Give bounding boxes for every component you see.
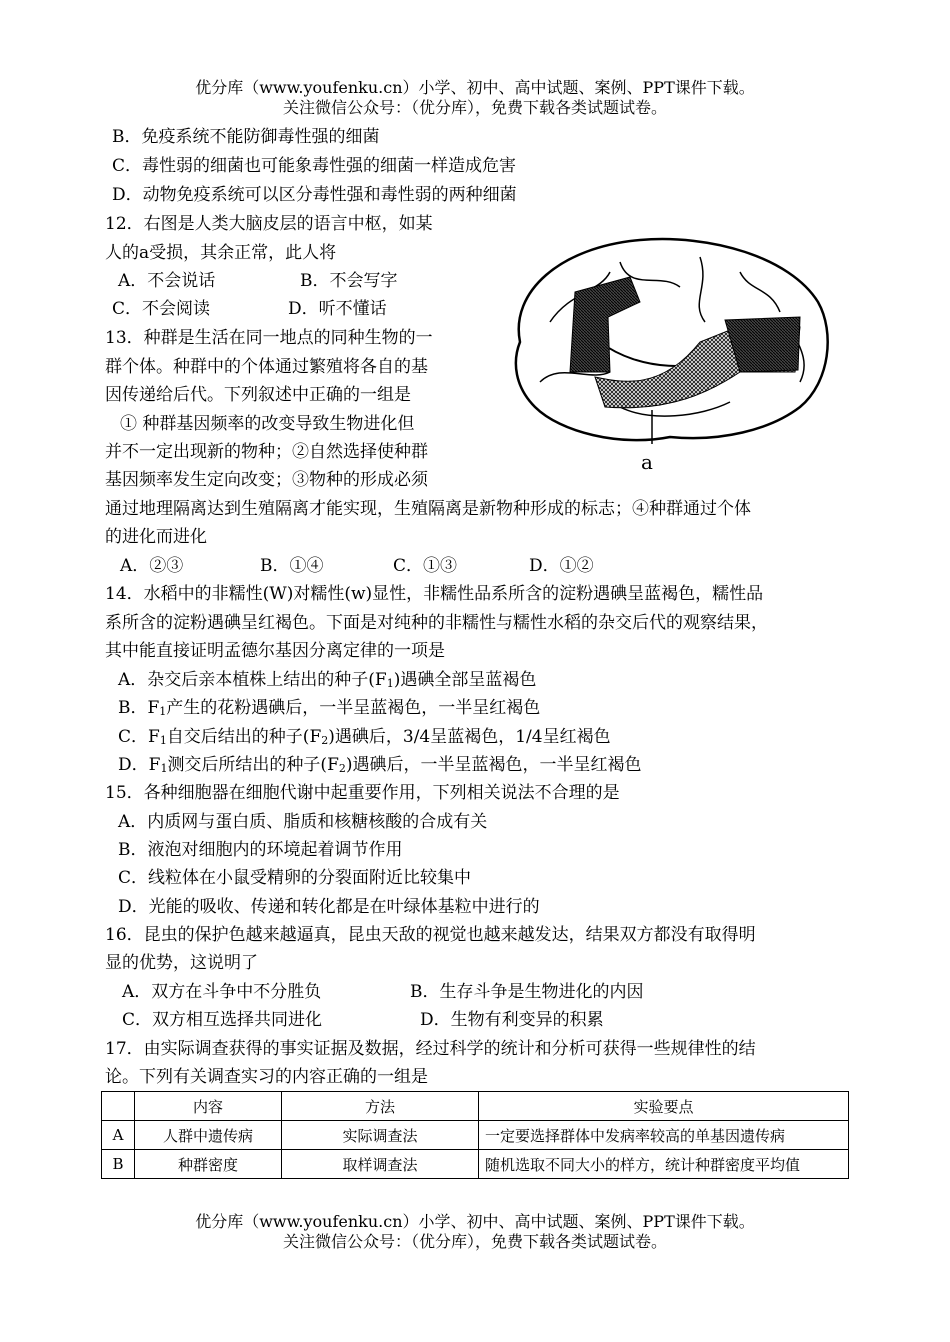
q11-option-c: C．毒性弱的细菌也可能象毒性强的细菌一样造成危害 xyxy=(112,156,517,176)
q13-line-4: ① 种群基因频率的改变导致生物进化但 xyxy=(120,414,415,434)
table-header-cell xyxy=(102,1092,135,1121)
q12-option-d: D．听不懂话 xyxy=(288,299,387,319)
table-header-cell: 方法 xyxy=(282,1092,479,1121)
q12-option-a: A．不会说话 xyxy=(118,271,216,291)
table-header-cell: 内容 xyxy=(135,1092,282,1121)
q13-line-8: 的进化而进化 xyxy=(105,527,207,547)
q15-option-d: D．光能的吸收、传递和转化都是在叶绿体基粒中进行的 xyxy=(118,897,540,917)
q16-option-c: C．双方相互选择共同进化 xyxy=(122,1010,323,1030)
brain-language-center-figure xyxy=(500,232,830,472)
footer-line-1: 优分库（www.youfenku.cn）小学、初中、高中试题、案例、PPT课件下载。 xyxy=(195,1212,755,1231)
q14-option-d: D．$F_1$测交后所结出的种子$(F_2)$遇碘后，一半呈蓝褐色，一半呈红褐色 xyxy=(118,755,642,775)
q16-option-b: B．生存斗争是生物进化的内因 xyxy=(410,982,644,1002)
q15-stem: 15．各种细胞器在细胞代谢中起重要作用，下列相关说法不合理的是 xyxy=(105,783,620,803)
table-cell: 种群密度 xyxy=(135,1150,282,1179)
q12-option-c: C．不会阅读 xyxy=(112,299,211,319)
q14-line-2: 系所含的淀粉遇碘呈红褐色。下面是对纯种的非糯性与糯性水稻的杂交后代的观察结果， xyxy=(105,613,768,633)
q13-line-1: 13．种群是生活在同一地点的同种生物的一 xyxy=(105,328,433,348)
q17-line-1: 17．由实际调查获得的事实证据及数据，经过科学的统计和分析可获得一些规律性的结 xyxy=(105,1039,756,1059)
q12-stem-2: 人的a受损，其余正常，此人将 xyxy=(105,243,337,263)
table-header-row xyxy=(102,1092,849,1121)
q17-line-2: 论。下列有关调查实习的内容正确的一组是 xyxy=(105,1067,428,1087)
header-line-1: 优分库（www.youfenku.cn）小学、初中、高中试题、案例、PPT课件下载。 xyxy=(195,78,755,97)
table-cell: 取样调查法 xyxy=(282,1150,479,1179)
q13-option-b: B．①④ xyxy=(260,556,324,576)
survey-table xyxy=(101,1091,849,1179)
figure-label-a: a xyxy=(641,450,653,474)
q13-line-3: 因传递给后代。下列叙述中正确的一组是 xyxy=(105,385,411,405)
q14-option-c: C．$F_1$自交后结出的种子$(F_2)$遇碘后，3/4呈蓝褐色，1/4呈红褐色 xyxy=(118,727,611,747)
table-header-cell: 实验要点 xyxy=(479,1092,849,1121)
table-row xyxy=(102,1150,849,1179)
table-cell: 人群中遗传病 xyxy=(135,1121,282,1150)
q13-line-2: 群个体。种群中的个体通过繁殖将各自的基 xyxy=(105,357,428,377)
q16-line-1: 16．昆虫的保护色越来越逼真，昆虫天敌的视觉也越来越发达，结果双方都没有取得明 xyxy=(105,925,756,945)
q15-option-a: A．内质网与蛋白质、脂质和核糖核酸的合成有关 xyxy=(118,812,488,832)
q11-option-d: D．动物免疫系统可以区分毒性强和毒性弱的两种细菌 xyxy=(112,185,517,205)
q13-option-d: D．①② xyxy=(529,556,594,576)
table-cell: 实际调查法 xyxy=(282,1121,479,1150)
q16-line-2: 显的优势，这说明了 xyxy=(105,953,258,973)
q13-option-a: A．②③ xyxy=(120,556,184,576)
q14-option-a: A．杂交后亲本植株上结出的种子$(F_1)$遇碘全部呈蓝褐色 xyxy=(118,670,537,690)
q14-option-b: B．$F_1$产生的花粉遇碘后，一半呈蓝褐色，一半呈红褐色 xyxy=(118,698,541,718)
q15-option-b: B．液泡对细胞内的环境起着调节作用 xyxy=(118,840,403,860)
q13-line-5: 并不一定出现新的物种；②自然选择使种群 xyxy=(105,442,428,462)
table-cell: A xyxy=(102,1121,135,1150)
footer-line-2: 关注微信公众号：（优分库），免费下载各类试题试卷。 xyxy=(282,1232,667,1251)
header-line-2: 关注微信公众号：（优分库），免费下载各类试题试卷。 xyxy=(282,98,667,117)
q16-option-a: A．双方在斗争中不分胜负 xyxy=(122,982,322,1002)
q15-option-c: C．线粒体在小鼠受精卵的分裂面附近比较集中 xyxy=(118,868,472,888)
q14-line-1: 14．水稻中的非糯性(W)对糯性(w)显性，非糯性品系所含的淀粉遇碘呈蓝褐色，糯性品 xyxy=(105,584,764,604)
q13-line-7: 通过地理隔离达到生殖隔离才能实现，生殖隔离是新物种形成的标志；④种群通过个体 xyxy=(105,499,751,519)
q16-option-d: D．生物有利变异的积累 xyxy=(420,1010,604,1030)
table-cell: 一定要选择群体中发病率较高的单基因遗传病 xyxy=(479,1121,849,1150)
q12-stem-1: 12．右图是人类大脑皮层的语言中枢，如某 xyxy=(105,214,433,234)
q13-line-6: 基因频率发生定向改变；③物种的形成必须 xyxy=(105,470,428,490)
table-cell: 随机选取不同大小的样方，统计种群密度平均值 xyxy=(479,1150,849,1179)
q12-option-b: B．不会写字 xyxy=(300,271,398,291)
table-cell: B xyxy=(102,1150,135,1179)
q11-option-b: B．免疫系统不能防御毒性强的细菌 xyxy=(112,127,380,147)
q13-option-c: C．①③ xyxy=(393,556,458,576)
q14-line-3: 其中能直接证明孟德尔基因分离定律的一项是 xyxy=(105,641,445,661)
table-row xyxy=(102,1121,849,1150)
